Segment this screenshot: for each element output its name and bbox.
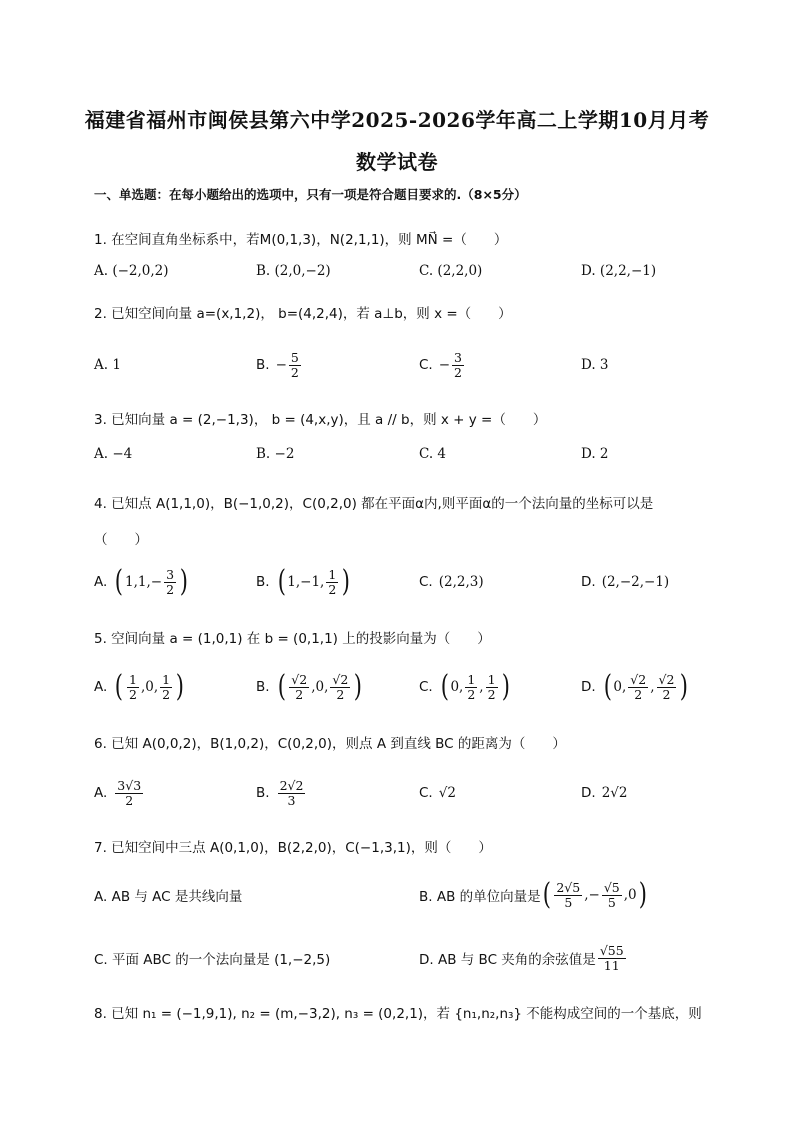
exam-title: 福建省福州市闽侯县第六中学2025-2026学年高二上学期10月月考 xyxy=(84,108,710,132)
question-4: 4. 已知点 A(1,1,0)，B(−1,0,2)，C(0,2,0) 都在平面α内,则平面α的一个法向量的坐标可以是 xyxy=(94,496,654,512)
option-c[interactable]: C. 4 xyxy=(419,446,447,462)
option-a[interactable]: A. ( 1,1,− $\frac{3}{2}$ ) xyxy=(94,564,189,599)
question-7-options-ab xyxy=(94,873,714,917)
option-a[interactable]: A. AB 与 AC 是共线向量 xyxy=(94,889,243,905)
option-c[interactable]: C. (2,2,0) xyxy=(419,263,483,279)
question-7: 7. 已知空间中三点 A(0,1,0)，B(2,2,0)，C(−1,3,1)，则（ ） xyxy=(94,840,492,856)
option-b[interactable]: B. − $\frac{5}{2}$ xyxy=(256,350,299,380)
question-1-options xyxy=(94,251,714,291)
exam-subtitle: 数学试卷 xyxy=(356,150,438,174)
option-d[interactable]: D. ( 0, $\frac{√2}{2}$ , $\frac{√2}{2}$ ) xyxy=(581,669,689,704)
option-b[interactable]: B. AB 的单位向量是 ( $\frac{2√5}{5}$ ,− $\frac{√5}{5}$ ,0 ) xyxy=(419,877,647,912)
question-3-options xyxy=(94,434,714,474)
option-c[interactable]: C. (2,2,3) xyxy=(419,574,484,590)
option-a[interactable]: A. $\frac{3√3}{2}$ xyxy=(94,778,142,808)
question-2-options xyxy=(94,345,714,385)
question-4-options xyxy=(94,562,714,602)
question-1: 1. 在空间直角坐标系中，若M(0,1,3)，N(2,1,1)，则 MN⃗ =（ ） xyxy=(94,232,508,248)
question-5: 5. 空间向量 a = (1,0,1) 在 b = (0,1,1) 上的投影向量为（ ） xyxy=(94,631,491,647)
option-a[interactable]: A. 1 xyxy=(94,357,121,373)
question-6-options xyxy=(94,772,714,814)
question-3: 3. 已知向量 a = (2,−1,3)， b = (4,x,y)，且 a // b，则 x + y =（ ） xyxy=(94,412,547,428)
option-d[interactable]: D. 3 xyxy=(581,357,609,373)
option-b[interactable]: B. ( $\frac{√2}{2}$ ,0, $\frac{√2}{2}$ ) xyxy=(256,669,363,704)
option-c[interactable]: C. √2 xyxy=(419,785,456,801)
option-d[interactable]: D. AB 与 BC 夹角的余弦值是 $\frac{√55}{11}$ xyxy=(419,943,624,973)
option-c[interactable]: C. − $\frac{3}{2}$ xyxy=(419,350,462,380)
option-c[interactable]: C. ( 0, $\frac{1}{2}$ , $\frac{1}{2}$ ) xyxy=(419,669,510,704)
question-5-options xyxy=(94,666,714,708)
question-7-options-cd xyxy=(94,936,714,980)
option-d[interactable]: D. (2,2,−1) xyxy=(581,263,657,279)
section-heading: 一、单选题：在每小题给出的选项中，只有一项是符合题目要求的.（8×5分） xyxy=(94,187,527,202)
option-b[interactable]: B. (2,0,−2) xyxy=(256,263,331,279)
option-d[interactable]: D. (2,−2,−1) xyxy=(581,574,670,590)
option-a[interactable]: A. (−2,0,2) xyxy=(94,263,169,279)
option-d[interactable]: D. 2 xyxy=(581,446,609,462)
option-c[interactable]: C. 平面 ABC 的一个法向量是 (1,−2,5) xyxy=(94,952,331,968)
question-2: 2. 已知空间向量 a=(x,1,2)， b=(4,2,4)，若 a⊥b，则 x =（ ） xyxy=(94,306,512,322)
option-a[interactable]: A. −4 xyxy=(94,446,133,462)
option-a[interactable]: A. ( $\frac{1}{2}$ ,0, $\frac{1}{2}$ ) xyxy=(94,669,185,704)
question-6: 6. 已知 A(0,0,2)，B(1,0,2)，C(0,2,0)，则点 A 到直线 BC 的距离为（ ） xyxy=(94,736,566,752)
option-b[interactable]: B. ( 1,−1, $\frac{1}{2}$ ) xyxy=(256,564,351,599)
option-b[interactable]: B. $\frac{2√2}{3}$ xyxy=(256,778,304,808)
option-b[interactable]: B. −2 xyxy=(256,446,295,462)
question-8: 8. 已知 n₁ = (−1,9,1), n₂ = (m,−3,2), n₃ = (0,2,1)，若 {n₁,n₂,n₃} 不能构成空间的一个基底，则 xyxy=(94,1006,702,1022)
option-d[interactable]: D. 2√2 xyxy=(581,785,628,801)
question-4-paren: （ ） xyxy=(94,532,148,548)
